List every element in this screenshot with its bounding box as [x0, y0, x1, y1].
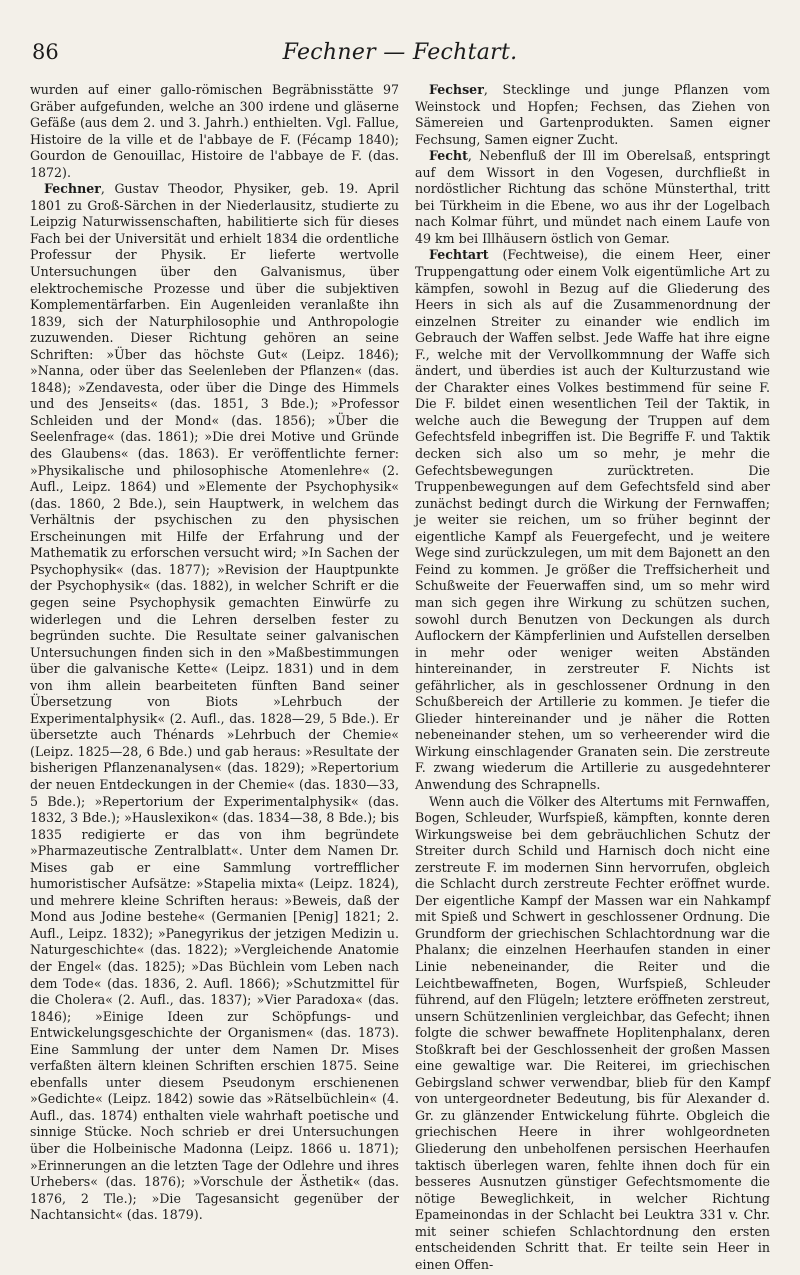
headword: Fechtart	[429, 247, 489, 263]
paragraph: Fechner, Gustav Theodor, Physiker, geb. 19. April 1801 zu Groß-Särchen in der Niederlausitz, studierte zu Leipzig Naturwissenschaften, habilitierte sich für dieses Fach bei der Universität und erhielt 1834 die ordentliche Professur der Physik. Er lieferte wertvolle Untersuchungen über den Galvanismus, über elektrochemische Prozesse und über die subjektiven Komplementärfarben. Ein Augenleiden veranlaßte ihn 1839, sich der Naturphilosophie und Anthropologie zuzuwenden. Dieser Richtung gehören an seine Schriften: »Über das höchste Gut« (Leipz. 1846); »Nanna, oder über das Seelenleben der Pflanzen« (das. 1848); »Zendavesta, oder über die Dinge des Himmels und des Jenseits« (das. 1851, 3 Bde.); »Professor Schleiden und der Mond« (das. 1856); »Über die Seelenfrage« (das. 1861); »Die drei Motive und Gründe des Glaubens« (das. 1863). Er veröffentlichte ferner: »Physikalische und philosophische Atomenlehre« (2. Aufl., Leipz. 1864) und »Elemente der Psychophysik« (das. 1860, 2 Bde.), sein Hauptwerk, in welchem das Verhältnis der psychischen zu den physischen Erscheinungen mit Hilfe der Erfahrung und der Mathematik zu erforschen versucht wird; »In Sachen der Psychophysik« (das. 1877); »Revision der Hauptpunkte der Psychophysik« (das. 1882), in welcher Schrift er die gegen seine Psychophysik gemachten Einwürfe zu widerlegen und die Lehren derselben fester zu begründen suchte. Die Resultate seiner galvanischen Untersuchungen finden sich in den »Maßbestimmungen über die galvanische Kette« (Leipz. 1831) und in dem von ihm allein bearbeiteten fünften Band seiner Übersetzung von Biots »Lehrbuch der Experimentalphysik« (2. Aufl., das. 1828—29, 5 Bde.). Er übersetzte auch Thénards »Lehrbuch der Chemie« (Leipz. 1825—28, 6 Bde.) und gab heraus: »Resultate der bisherigen Pflanzenanalysen« (das. 1829); »Repertorium der neuen Entdeckungen in der Chemie« (das. 1830—33, 5 Bde.); »Repertorium der Experimentalphysik« (das. 1832, 3 Bde.); »Hauslexikon« (das. 1834—38, 8 Bde.); bis 1835 redigierte er das von ihm begründete »Pharmazeutische Zentralblatt«. Unter dem Namen Dr. Mises gab er eine Sammlung vortrefflicher humoristischer Aufsätze: »Stapelia mixta« (Leipz. 1824), und mehrere kleine Schriften heraus: »Beweis, daß der Mond aus Jodine bestehe« (Germanien [Penig] 1821; 2. Aufl., Leipz. 1832); »Panegyrikus der jetzigen Medizin u. Naturgeschichte« (das. 1822); »Vergleichende Anatomie der Engel« (das. 1825); »Das Büchlein vom Leben nach dem Tode« (das. 1836, 2. Aufl. 1866); »Schutzmittel für die Cholera« (2. Aufl., das. 1837); »Vier Paradoxa« (das. 1846); »Einige Ideen zur Schöpfungs- und Entwickelungsgeschichte der Organismen« (das. 1873). Eine Sammlung der unter dem Namen Dr. Mises verfaßten ältern kleinen Schriften erschien 1875. Seine ebenfalls unter diesem Pseudonym erschienenen »Gedichte« (Leipz. 1842) sowie das »Rätselbüchlein« (4. Aufl., das. 1874) enthalten viele wahrhaft poetische und sinnige Stücke. Noch schrieb er drei Untersuchungen über die Holbeinische Madonna (Leipz. 1866 u. 1871); »Erinnerungen an die letzten Tage der Odlehre und ihres Urhebers« (das. 1876); »Vorschule der Ästhetik« (das. 1876, 2 Tle.); »Die Tagesansicht gegenüber der Nachtansicht« (das. 1879).	[30, 181, 399, 1223]
headword: Fechser	[429, 82, 484, 97]
page-number: 86	[32, 40, 59, 64]
paragraph: wurden auf einer gallo-römischen Begräbnisstätte 97 Gräber aufgefunden, welche an 300 irdene und gläserne Gefäße (aus dem 2. und 3. Jahrh.) enthielten. Vgl. Fallue, Histoire de la ville et de l'abbaye de F. (Fécamp 1840); Gourdon de Genouillac, Histoire de l'abbaye de F. (das. 1872).	[30, 82, 399, 180]
page-header	[30, 40, 770, 70]
paragraph: Fechtart (Fechtweise), die einem Heer, einer Truppengattung oder einem Volk eigentümliche Art zu kämpfen, sowohl in Bezug auf die Gliederung des Heers in sich als auf die Zusammenordnung der einzelnen Streiter zu einander wie endlich im Gebrauch der Waffen selbst. Jede Waffe hat ihre eigne F., welche mit der Vervollkommnung der Waffe sich ändert, und überdies ist auch der Kulturzustand wie der Charakter eines Volkes bestimmend für seine F. Die F. bildet einen wesentlichen Teil der Taktik, in welche auch die Bewegung der Truppen auf dem Gefechtsfeld inbegriffen ist. Die Begriffe F. und Taktik decken sich also um so mehr, je mehr die Gefechtsbewegungen zurücktreten. Die Truppenbewegungen auf dem Gefechtsfeld sind aber zunächst bedingt durch die Wirkung der Fernwaffen; je weiter sie reichen, um so früher beginnt der eigentliche Kampf als Feuergefecht, und je weitere Wege sind zurückzulegen, um mit dem Bajonett an den Feind zu kommen. Je größer die Treffsicherheit und Schußweite der Feuerwaffen sind, um so mehr wird man sich gegen ihre Wirkung zu schützen suchen, sowohl durch Benutzen von Deckungen als durch Auflockern der Kämpferlinien und Aufstellen derselben in mehr oder weniger weiten Abständen hintereinander, in zerstreuter F. Nichts ist gefährlicher, als in geschlossener Ordnung in den Schußbereich der Artillerie zu kommen. Je tiefer die Glieder hintereinander und je näher die Rotten nebeneinander stehen, um so verheerender wird die Wirkung einschlagender Granaten sein. Die zerstreute F. zwang wiederum die Artillerie zu ausgedehnterer Anwendung des Schrapnells.	[415, 247, 770, 792]
paragraph: Fechser, Stecklinge und junge Pflanzen vom Weinstock und Hopfen; Fechsen, das Ziehen von Sämereien und Gartenprodukten. Samen eigner Fechsung, Samen eigner Zucht.	[415, 82, 770, 147]
running-head: Fechner — Fechtart.	[282, 40, 518, 65]
paragraph: Fecht, Nebenfluß der Ill im Oberelsaß, entspringt auf dem Wissort in den Vogesen, durchfließt in nordöstlicher Richtung das schöne Münsterthal, tritt bei Türkheim in die Ebene, wo aus ihr der Logelbach nach Kolmar führt, und mündet nach einem Laufe von 49 km bei Illhäusern östlich von Gemar.	[415, 148, 770, 246]
paragraph: Wenn auch die Völker des Altertums mit Fernwaffen, Bogen, Schleuder, Wurfspieß, kämpften, konnte deren Wirkungsweise bei dem gebräuchlichen Schutz der Streiter durch Schild und Harnisch doch nicht eine zerstreute F. im modernen Sinn hervorrufen, obgleich die Schlacht durch zerstreute Fechter eröffnet wurde. Der eigentliche Kampf der Massen war ein Nahkampf mit Spieß und Schwert in geschlossener Ordnung. Die Grundform der griechischen Schlachtordnung war die Phalanx; die einzelnen Heerhaufen standen in einer Linie nebeneinander, die Reiter und die Leichtbewaffneten, Bogen, Wurfspieß, Schleuder führend, auf den Flügeln; letztere eröffneten zerstreut, unsern Schützenlinien vergleichbar, das Gefecht; ihnen folgte die schwer bewaffnete Hoplitenphalanx, deren Stoßkraft bei der Geschlossenheit der großen Massen eine gewaltige war. Die Reiterei, im griechischen Gebirgsland schwer verwendbar, blieb für den Kampf von untergeordneter Bedeutung, bis für Alexander d. Gr. zu glänzender Entwickelung führte. Obgleich die griechischen Heere in ihrer wohlgeordneten Gliederung den unbeholfenen persischen Heerhaufen taktisch überlegen waren, fehlte ihnen doch für ein besseres Ausnutzen günstiger Gefechtsmomente die nötige Beweglichkeit, in welcher Richtung Epameinondas in der Schlacht bei Leuktra 331 v. Chr. mit seiner schiefen Schlachtordnung den ersten entscheidenden Schritt that. Er teilte sein Heer in einen Offen-	[415, 793, 770, 1272]
headword: Fechner	[44, 181, 101, 197]
left-column	[30, 82, 399, 1262]
headword: Fecht	[429, 148, 468, 164]
right-column	[415, 82, 770, 1272]
